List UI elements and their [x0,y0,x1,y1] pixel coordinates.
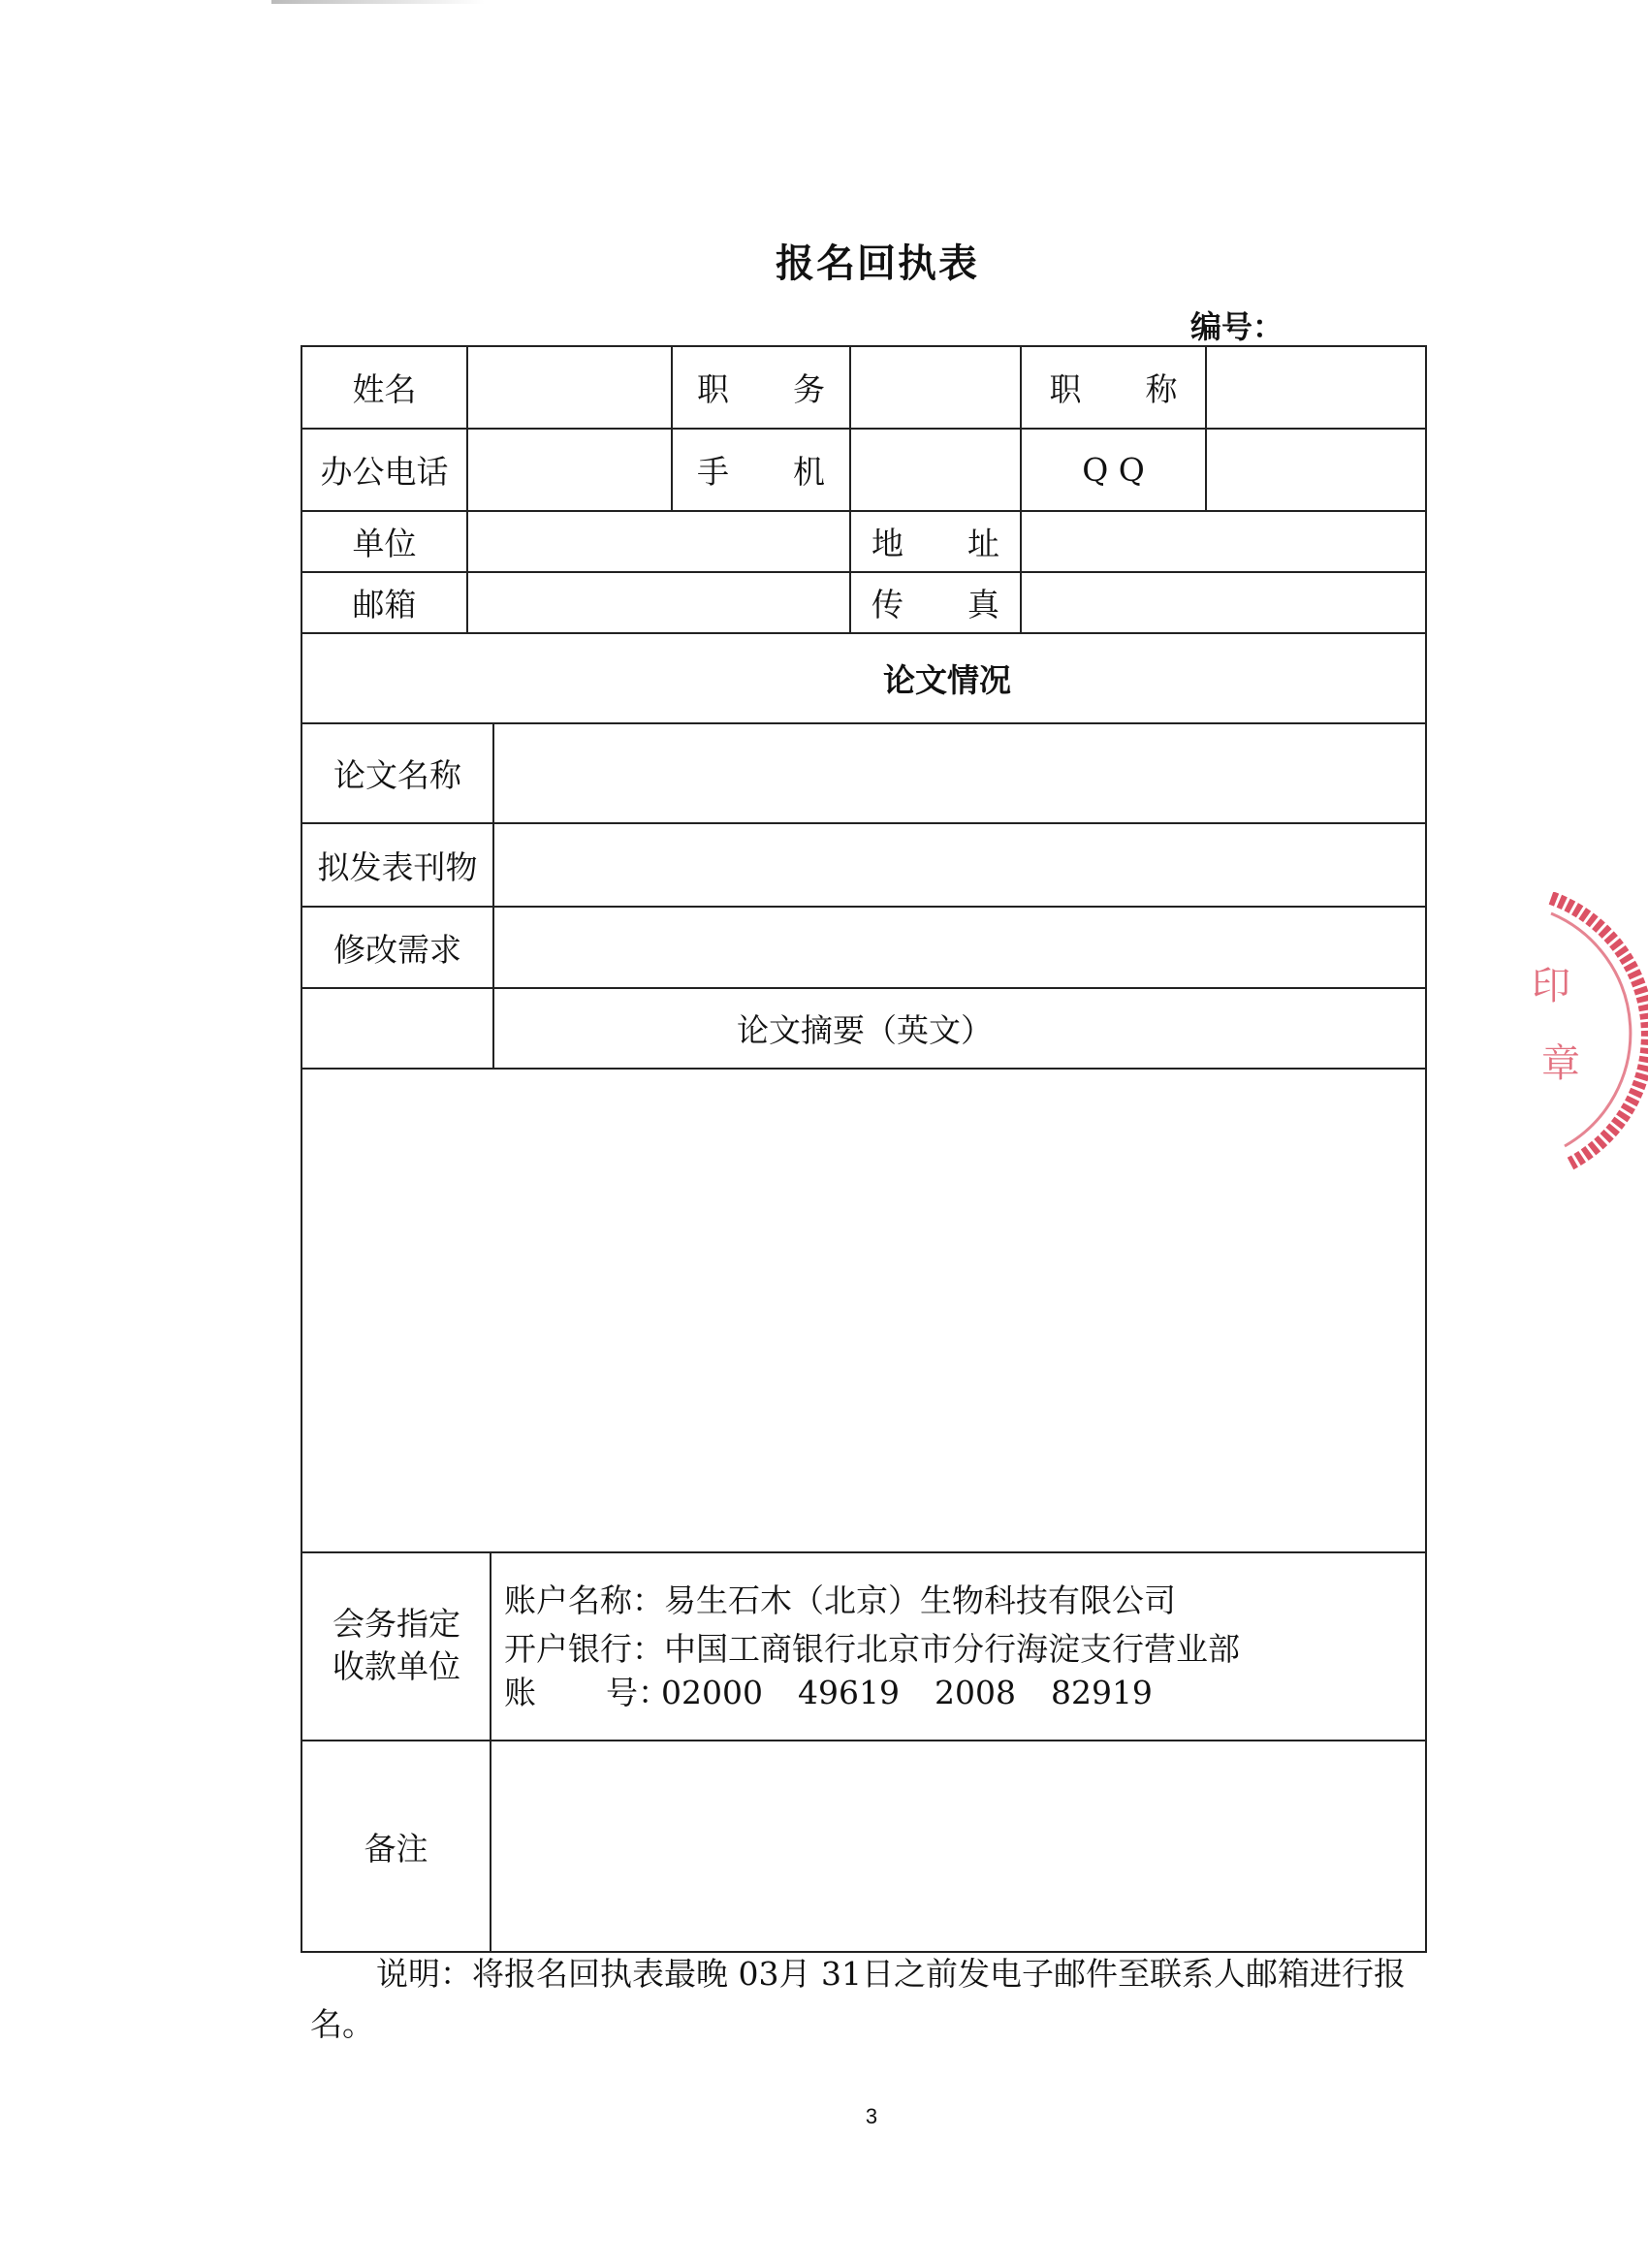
revision-field[interactable] [494,908,1425,987]
account-number-label-a: 账 [504,1674,536,1711]
payee-label-line2: 收款单位 [333,1647,460,1685]
email-label: 邮箱 [352,586,417,623]
account-number-part: 2008 [934,1674,1016,1711]
qq-field[interactable] [1207,430,1425,510]
account-name-value: 易生石木（北京）生物科技有限公司 [664,1581,1176,1619]
mobile-field[interactable] [851,430,1020,510]
organization-label: 单位 [352,525,417,562]
office-phone-label: 办公电话 [320,453,449,491]
remarks-label: 备注 [364,1829,428,1868]
page-number: 3 [865,2104,878,2128]
revision-label: 修改需求 [333,930,461,969]
paper-section-title: 论文情况 [883,661,1011,699]
qq-label: Q Q [1082,451,1145,489]
journal-label: 拟发表刊物 [317,847,478,886]
organization-field[interactable] [468,512,849,571]
office-phone-field[interactable] [468,430,671,510]
account-number-part: 02000 [661,1674,763,1711]
red-seal-stamp [1512,892,1648,1183]
payee-details [504,1577,1240,1712]
payee-label [302,1551,491,1740]
position-label: 职 务 [697,370,825,408]
account-number-label [504,1674,670,1712]
fax-label: 传 真 [872,586,999,623]
abstract-field[interactable] [302,1070,1425,1551]
mobile-label: 手 机 [697,453,825,491]
job-title-field[interactable] [1207,347,1425,428]
address-field[interactable] [1022,512,1425,571]
payee-label-line1: 会务指定 [333,1605,460,1643]
address-label: 地 址 [872,525,999,562]
scan-edge-mark [271,0,485,4]
svg-text:章: 章 [1541,1041,1580,1086]
job-title-label: 职 称 [1049,370,1178,408]
paper-name-label: 论文名称 [333,756,461,794]
bank-value: 中国工商银行北京市分行海淀支行营业部 [664,1630,1240,1668]
email-field[interactable] [468,573,849,632]
abstract-title: 论文摘要（英文） [737,1011,993,1049]
bank-label: 开户银行： [504,1630,664,1668]
name-label: 姓名 [352,370,417,408]
position-field[interactable] [851,347,1020,428]
account-name-label: 账户名称： [504,1581,664,1619]
svg-text:印: 印 [1532,964,1570,1008]
remarks-field[interactable] [491,1741,1425,1951]
instruction-note: 说明：将报名回执表最晚 03月 31日之前发电子邮件至联系人邮箱进行报名。 [310,1955,1406,2043]
account-number-part: 82919 [1050,1674,1153,1711]
journal-field[interactable] [494,824,1425,906]
fax-field[interactable] [1022,573,1425,632]
name-field[interactable] [468,347,671,428]
account-number-value [661,1674,1188,1712]
account-number-part: 49619 [797,1674,900,1711]
account-number-label-b: 号： [606,1674,670,1711]
paper-name-field[interactable] [494,724,1425,822]
serial-number-label: 编号： [1190,308,1284,345]
page-title: 报名回执表 [776,240,979,286]
